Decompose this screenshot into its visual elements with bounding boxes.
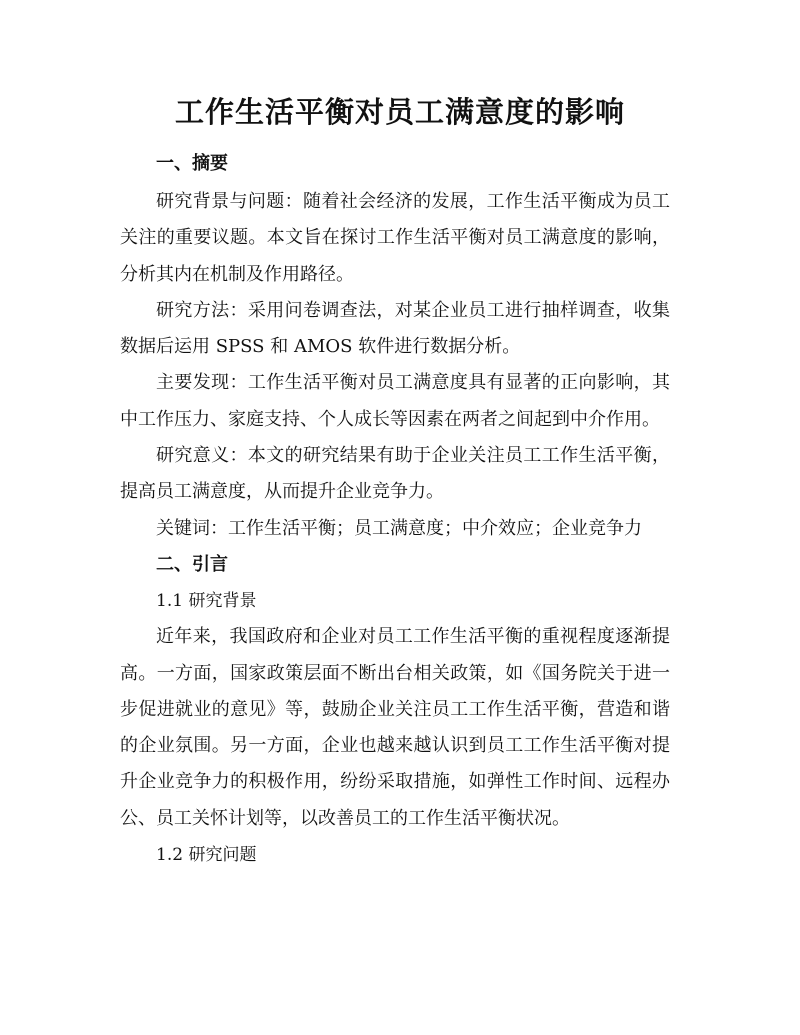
subsection-1-1-heading: 1.1 研究背景: [156, 590, 257, 611]
document-title: 工作生活平衡对员工满意度的影响: [174, 95, 625, 129]
abstract-heading: 一、摘要: [156, 153, 228, 174]
document-body: [120, 146, 670, 873]
keywords-line: 关键词：工作生活平衡；员工满意度；中介效应；企业竞争力: [156, 517, 642, 539]
abstract-significance-paragraph: 研究意义：本文的研究结果有助于企业关注员工工作生活平衡，提高员工满意度，从而提升企业竞争力。: [120, 445, 670, 503]
introduction-paragraph: 近年来，我国政府和企业对员工工作生活平衡的重视程度逐渐提高。一方面，国家政策层面不断出台相关政策，如《国务院关于进一步促进就业的意见》等，鼓励企业关注员工工作生活平衡，营造和谐的企业氛围。另一方面，企业也越来越认识到员工工作生活平衡对提升企业竞争力的积极作用，纷纷采取措施，如弹性工作时间、远程办公、员工关怀计划等，以改善员工的工作生活平衡状况。: [120, 626, 670, 829]
abstract-method-paragraph: 研究方法：采用问卷调查法，对某企业员工进行抽样调查，收集数据后运用 SPSS 和 AMOS 软件进行数据分析。: [120, 299, 670, 358]
introduction-heading: 二、引言: [156, 553, 228, 575]
abstract-background-paragraph: 研究背景与问题：随着社会经济的发展，工作生活平衡成为员工关注的重要议题。本文旨在探讨工作生活平衡对员工满意度的影响，分析其内在机制及作用路径。: [120, 191, 670, 285]
subsection-1-2-heading: 1.2 研究问题: [156, 845, 257, 866]
abstract-findings-paragraph: 主要发现：工作生活平衡对员工满意度具有显著的正向影响，其中工作压力、家庭支持、个人成长等因素在两者之间起到中介作用。: [120, 372, 670, 430]
